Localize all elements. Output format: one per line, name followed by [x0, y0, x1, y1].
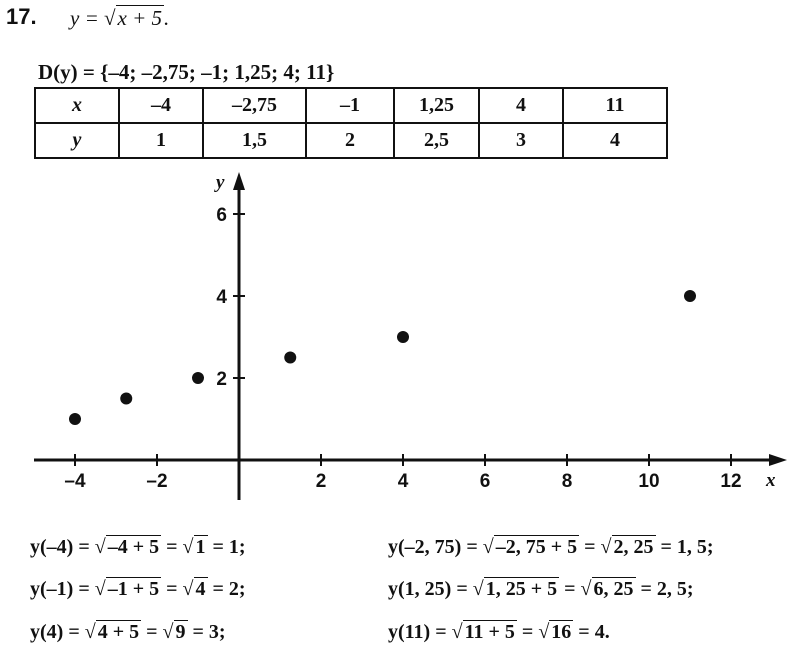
x-tick-label: 4 — [397, 471, 409, 492]
data-point — [284, 352, 296, 364]
table-cell: 1 — [119, 123, 203, 158]
equation-rhs: = 1; — [207, 536, 246, 558]
problem-number: 17. — [6, 4, 37, 29]
data-point — [684, 290, 696, 302]
x-axis-arrow — [769, 454, 787, 466]
equation-lhs: y(–2, 75) = — [388, 536, 483, 558]
table-cell: 3 — [479, 123, 563, 158]
x-tick-label: 12 — [720, 471, 742, 492]
table-cell: –4 — [119, 88, 203, 123]
equation-rhs: = 3; — [187, 621, 226, 643]
equation-mid: = — [161, 578, 183, 600]
table-cell: 11 — [563, 88, 667, 123]
data-point — [397, 331, 409, 343]
equation-rhs: = 2, 5; — [635, 578, 694, 600]
y-axis-label: y — [216, 172, 225, 193]
equation-radicand: 6, 25 — [593, 578, 634, 600]
domain-statement: D(y) = {–4; –2,75; –1; 1,25; 4; 11} — [38, 60, 335, 84]
y-axis-arrow — [233, 172, 245, 190]
x-tick-label: –2 — [146, 471, 168, 492]
table-cell: y — [35, 123, 119, 158]
data-point — [69, 413, 81, 425]
equation-3: y(–1) = √ –1 + 5 = √ 4 = 2; — [30, 578, 246, 600]
equation-1: y(–4) = √ –4 + 5 = √ 1 = 1; — [30, 536, 246, 558]
equation-lhs: y(11) = — [388, 621, 452, 643]
equation-radicand: 9 — [175, 621, 186, 643]
equation-mid: = — [579, 536, 601, 558]
formula-end: . — [164, 6, 170, 30]
x-axis-label: x — [766, 470, 776, 491]
equation-lhs: y(4) = — [30, 621, 85, 643]
equation-rhs: = 1, 5; — [655, 536, 714, 558]
equation-radicand: 11 + 5 — [464, 621, 515, 643]
equation-radicand: –1 + 5 — [107, 578, 160, 600]
equation-mid: = — [141, 621, 163, 643]
table-cell: 4 — [479, 88, 563, 123]
equation-radicand: 1, 25 + 5 — [485, 578, 558, 600]
equation-radicand: 16 — [551, 621, 572, 643]
table-cell: 4 — [563, 123, 667, 158]
equation-radicand: 4 + 5 — [97, 621, 140, 643]
equation-2: y(–2, 75) = √ –2, 75 + 5 = √ 2, 25 = 1, 5; — [388, 536, 714, 558]
equation-5: y(4) = √ 4 + 5 = √ 9 = 3; — [30, 621, 226, 643]
equation-mid: = — [516, 621, 539, 643]
table-cell: 2,5 — [394, 123, 479, 158]
equation-radicand: –4 + 5 — [107, 536, 160, 558]
x-tick-label: –4 — [64, 471, 86, 492]
y-tick-label: 4 — [216, 287, 227, 308]
equation-rhs: = 4. — [573, 621, 610, 643]
table-cell: x — [35, 88, 119, 123]
table-cell: –2,75 — [203, 88, 306, 123]
y-tick-label: 6 — [216, 205, 227, 226]
equation-radicand: –2, 75 + 5 — [495, 536, 578, 558]
x-tick-label: 2 — [315, 471, 327, 492]
formula-radicand: x + 5 — [117, 6, 163, 30]
x-tick-label: 8 — [561, 471, 573, 492]
table-cell: 2 — [306, 123, 394, 158]
equation-rhs: = 2; — [207, 578, 246, 600]
equation-radicand: 1 — [195, 536, 206, 558]
data-point — [120, 393, 132, 405]
equation-lhs: y(–1) = — [30, 578, 95, 600]
equation-radicand: 2, 25 — [613, 536, 654, 558]
equation-lhs: y(1, 25) = — [388, 578, 473, 600]
radical-sign: √ — [104, 6, 116, 30]
formula-lhs: y = — [70, 6, 99, 30]
y-tick-label: 2 — [216, 369, 227, 390]
table-cell: 1,25 — [394, 88, 479, 123]
equation-4: y(1, 25) = √ 1, 25 + 5 = √ 6, 25 = 2, 5; — [388, 578, 694, 600]
equation-lhs: y(–4) = — [30, 536, 95, 558]
equation-mid: = — [559, 578, 581, 600]
equation-mid: = — [161, 536, 183, 558]
table-cell: –1 — [306, 88, 394, 123]
equation-radicand: 4 — [195, 578, 206, 600]
equation-6: y(11) = √ 11 + 5 = √ 16 = 4. — [388, 621, 610, 643]
x-tick-label: 10 — [638, 471, 660, 492]
table-cell: 1,5 — [203, 123, 306, 158]
x-tick-label: 6 — [479, 471, 491, 492]
data-point — [192, 372, 204, 384]
